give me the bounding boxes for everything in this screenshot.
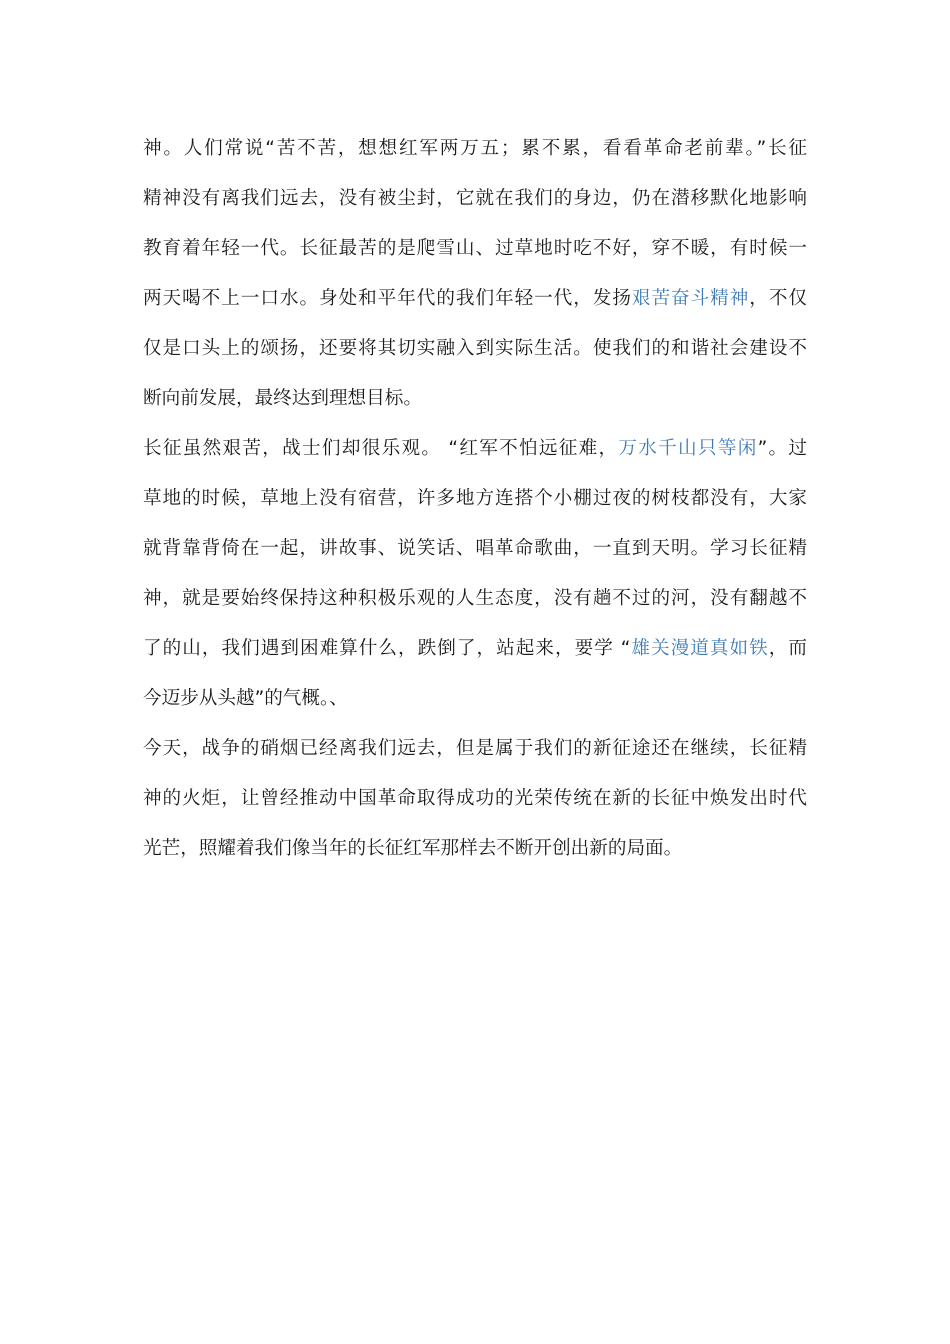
text-line — [143, 374, 807, 424]
text-line — [143, 524, 807, 574]
text-line — [143, 274, 807, 324]
text-segment: 精神没有离我们远去，没有被尘封，它就在我们的身边，仍在潜移默化地影响 — [143, 188, 807, 209]
paragraph — [143, 124, 807, 424]
paragraph — [143, 424, 807, 724]
text-line — [143, 474, 807, 524]
text-segment: 神。人们常说“苦不苦，想想红军两万五；累不累，看看革命老前辈。”长征 — [143, 138, 807, 159]
text-line — [143, 624, 807, 674]
text-line — [143, 324, 807, 374]
text-line — [143, 774, 807, 824]
text-segment: ，而 — [768, 638, 807, 659]
text-line — [143, 174, 807, 224]
highlighted-link[interactable]: 万水千山只等闲 — [618, 438, 758, 459]
text-segment: ”。过 — [757, 438, 807, 459]
text-line — [143, 824, 807, 874]
text-segment: 神的火炬，让曾经推动中国革命取得成功的光荣传统在新的长征中焕发出时代 — [143, 788, 807, 809]
text-line — [143, 424, 807, 474]
text-segment: 长征虽然艰苦，战士们却很乐观。 “红军不怕远征难， — [143, 438, 619, 459]
document-body — [143, 124, 807, 874]
text-line — [143, 224, 807, 274]
text-segment: 光芒，照耀着我们像当年的长征红军那样去不断开创出新的局面。 — [143, 838, 683, 859]
text-segment: 今迈步从头越”的气概。、 — [143, 688, 348, 709]
text-segment: 今天，战争的硝烟已经离我们远去，但是属于我们的新征途还在继续，长征精 — [143, 738, 807, 759]
highlighted-link[interactable]: 艰苦奋斗精神 — [631, 288, 750, 309]
text-segment: 草地的时候，草地上没有宿营，许多地方连搭个小棚过夜的树枝都没有，大家 — [143, 488, 807, 509]
highlighted-link[interactable]: 雄关漫道真如铁 — [630, 638, 769, 659]
text-segment: 了的山，我们遇到困难算什么，跌倒了，站起来，要学 “ — [143, 638, 631, 659]
text-line — [143, 674, 807, 724]
text-line — [143, 574, 807, 624]
text-segment: 教育着年轻一代。长征最苦的是爬雪山、过草地时吃不好，穿不暖，有时候一 — [143, 238, 807, 259]
text-line — [143, 724, 807, 774]
text-segment: 仅是口头上的颂扬，还要将其切实融入到实际生活。使我们的和谐社会建设不 — [143, 338, 807, 359]
text-line — [143, 124, 807, 174]
text-segment: 断向前发展，最终达到理想目标。 — [143, 388, 422, 409]
paragraph — [143, 724, 807, 874]
text-segment: ，不仅 — [749, 288, 807, 309]
text-segment: 神，就是要始终保持这种积极乐观的人生态度，没有趟不过的河，没有翻越不 — [143, 588, 807, 609]
text-segment: 就背靠背倚在一起，讲故事、说笑话、唱革命歌曲，一直到天明。学习长征精 — [143, 538, 807, 559]
text-segment: 两天喝不上一口水。身处和平年代的我们年轻一代，发扬 — [143, 288, 632, 309]
